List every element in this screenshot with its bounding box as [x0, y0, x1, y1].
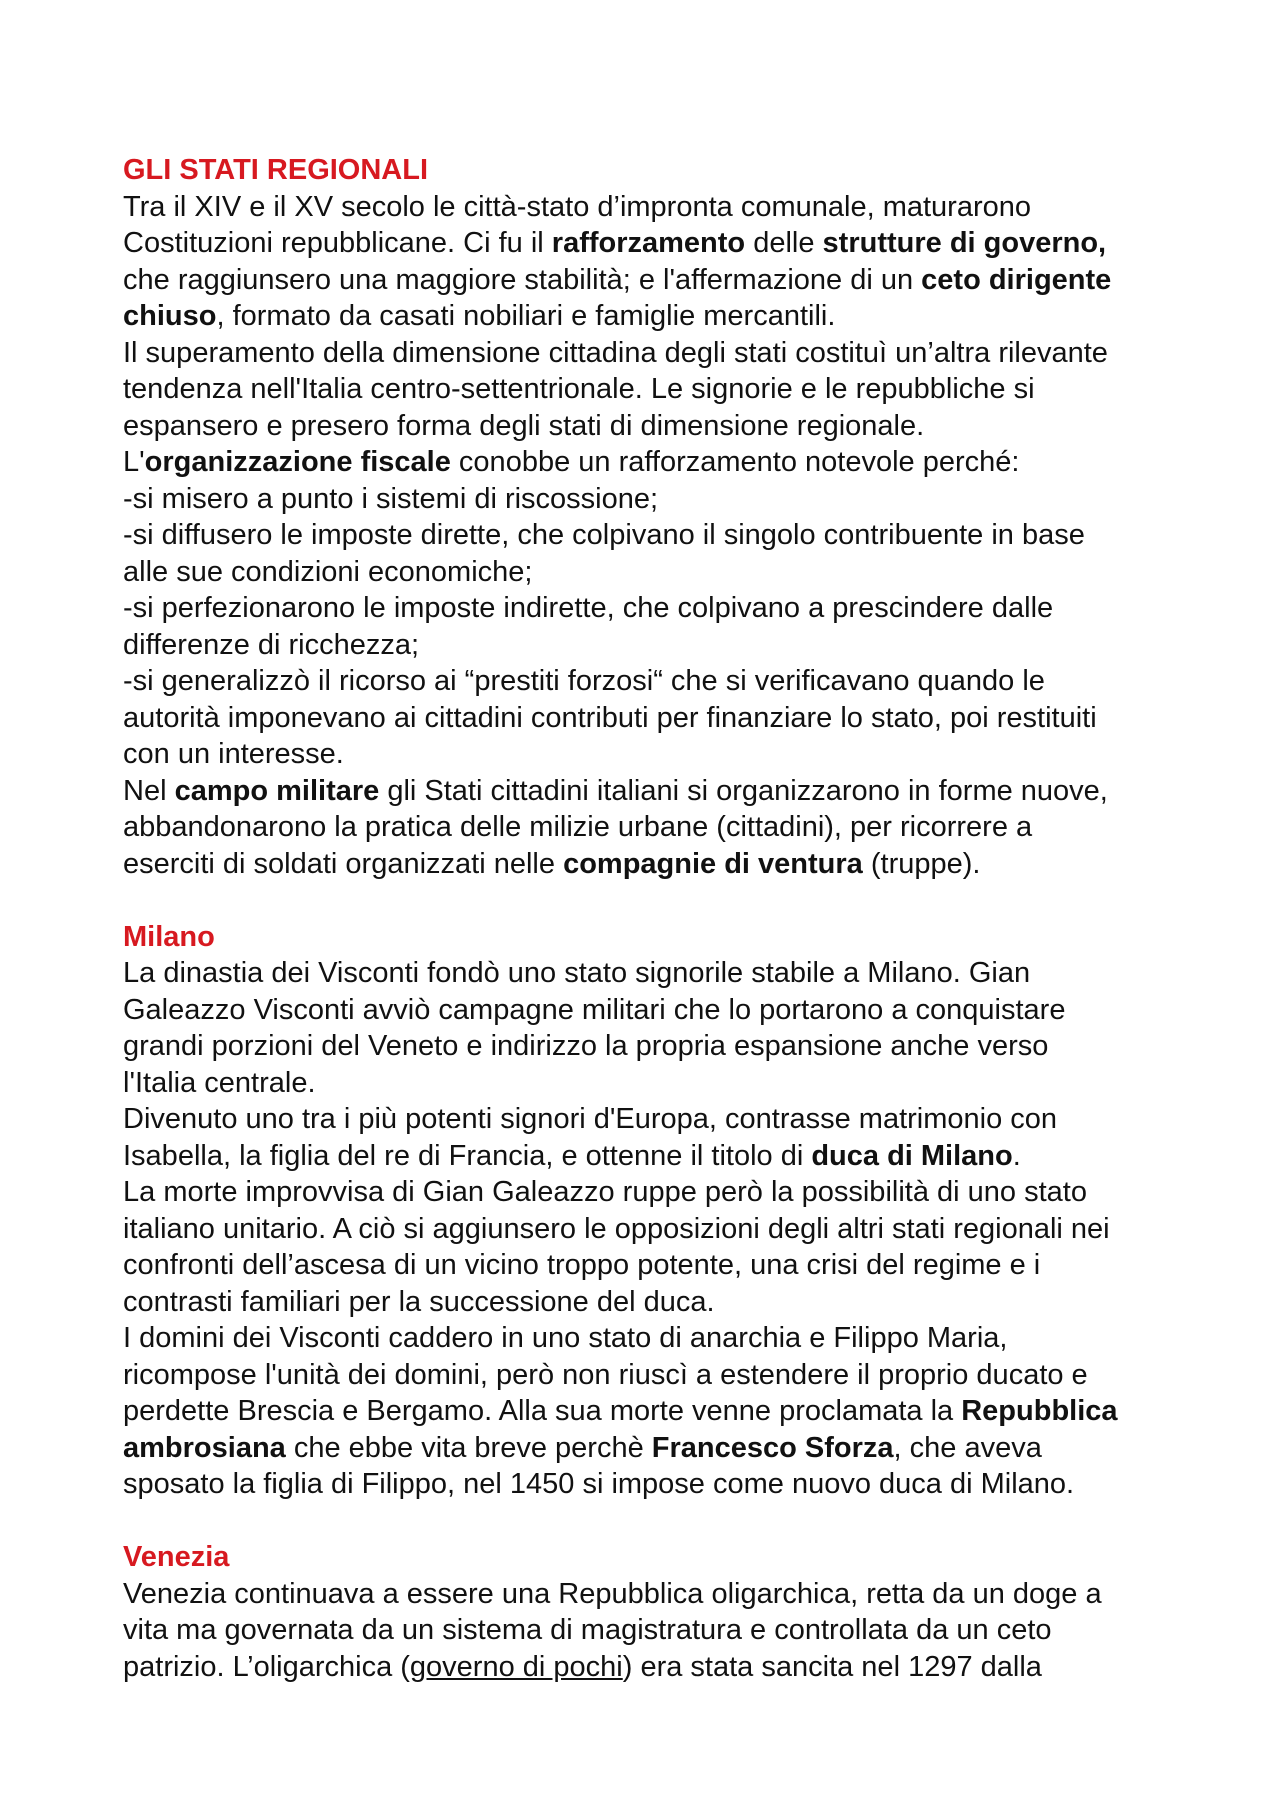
text-run: con un interesse.	[123, 738, 344, 770]
text-line	[123, 1320, 1183, 1357]
text-run: La morte improvvisa di Gian Galeazzo ruppe però la possibilità di uno stato	[123, 1176, 1087, 1208]
text-run: sposato la figlia di Filippo, nel 1450 si impose come nuovo duca di Milano.	[123, 1468, 1075, 1500]
text-run: abbandonarono la pratica delle milizie urbane (cittadini), per ricorrere a	[123, 811, 1033, 843]
text-line	[123, 1028, 1183, 1065]
text-run: alle sue condizioni economiche;	[123, 555, 533, 588]
text-line	[123, 809, 1183, 846]
text-line	[123, 1211, 1183, 1248]
bold-text: ambrosiana	[123, 1431, 286, 1464]
text-run: I domini dei Visconti caddero in uno stato di anarchia e Filippo Maria,	[123, 1322, 1008, 1354]
text-line	[123, 1430, 1183, 1467]
text-run: delle	[745, 227, 823, 259]
section-heading: Venezia	[123, 1541, 230, 1573]
text-line	[123, 1065, 1183, 1102]
section-venezia	[123, 1539, 1183, 1685]
section-milano	[123, 919, 1183, 1503]
text-line	[123, 1174, 1183, 1211]
text-line	[123, 1101, 1183, 1138]
text-line	[123, 1612, 1183, 1649]
text-line	[123, 554, 1183, 591]
text-run: autorità imponevano ai cittadini contributi per finanziare lo stato, poi restituiti	[123, 701, 1097, 734]
text-line	[123, 1466, 1183, 1503]
text-line	[123, 955, 1183, 992]
text-line	[123, 189, 1183, 226]
text-run: conobbe un rafforzamento notevole perché:	[450, 446, 1020, 478]
text-run: gli Stati cittadini italiani si organizzarono in forme nuove,	[379, 774, 1108, 807]
text-run: La dinastia dei Visconti fondò uno stato signorile stabile a Milano. Gian	[123, 957, 1031, 989]
bold-text: ceto dirigente	[921, 263, 1112, 296]
text-run: -si perfezionarono le imposte indirette, che colpivano a prescindere dalle	[123, 592, 1054, 624]
text-run: -si misero a punto i sistemi di riscossione;	[123, 482, 659, 515]
text-line	[123, 1247, 1183, 1284]
text-run: vita ma governata da un sistema di magistratura e controllata da un ceto	[123, 1614, 1052, 1646]
text-line	[123, 992, 1183, 1029]
section-heading: Milano	[123, 920, 215, 953]
text-run: grandi porzioni del Veneto e indirizzo la propria espansione anche verso	[123, 1030, 1049, 1062]
section-stati-regionali	[123, 152, 1183, 882]
text-line	[123, 736, 1183, 773]
text-run: che raggiunsero una maggiore stabilità; e l'affermazione di un	[123, 263, 922, 296]
text-run: contrasti familiari per la successione del duca.	[123, 1285, 715, 1318]
text-run: Isabella, la figlia del re di Francia, e ottenne il titolo di	[123, 1139, 812, 1172]
text-line	[123, 773, 1183, 810]
text-line	[123, 225, 1183, 262]
text-run: che ebbe vita breve perchè	[285, 1431, 652, 1464]
bold-text: rafforzamento	[551, 227, 746, 259]
text-run: -si diffusero le imposte dirette, che colpivano il singolo contribuente in base	[123, 519, 1085, 551]
text-run: Venezia continuava a essere una Repubblica oligarchica, retta da un doge a	[123, 1577, 1102, 1610]
text-run: Divenuto uno tra i più potenti signori d'Europa, contrasse matrimonio con	[123, 1103, 1058, 1135]
text-run: -si generalizzò il ricorso ai “prestiti forzosi“ che si verificavano quando le	[123, 665, 1045, 697]
text-run: Galeazzo Visconti avviò campagne militari che lo portarono a conquistare	[123, 993, 1066, 1026]
text-line	[123, 298, 1183, 335]
text-line	[123, 408, 1183, 445]
text-run: Tra il XIV e il XV secolo le città-stato d’impronta comunale, maturarono	[123, 190, 1031, 223]
text-line	[123, 846, 1183, 883]
text-line	[123, 663, 1183, 700]
text-run: perdette Brescia e Bergamo. Alla sua morte venne proclamata la	[123, 1395, 962, 1427]
text-line	[123, 371, 1183, 408]
text-run: eserciti di soldati organizzati nelle	[123, 847, 564, 880]
text-run: confronti dell’ascesa di un vicino troppo potente, una crisi del regime e i	[123, 1249, 1041, 1281]
bold-text: Francesco Sforza	[651, 1431, 894, 1464]
text-run: Nel	[123, 774, 175, 807]
document-body	[123, 152, 1183, 1685]
text-run: differenze di ricchezza;	[123, 628, 420, 661]
section-paragraph	[123, 189, 1183, 883]
section-spacer	[123, 882, 1183, 919]
text-line	[123, 1393, 1183, 1430]
text-run: italiano unitario. A ciò si aggiunsero le opposizioni degli altri stati regionali nei	[123, 1212, 1110, 1245]
text-run: Il superamento della dimensione cittadina degli stati costituì un’altra rilevante	[123, 336, 1108, 369]
text-run: Costituzioni repubblicane. Ci fu il	[123, 227, 552, 259]
text-line	[123, 700, 1183, 737]
section-paragraph	[123, 1576, 1183, 1686]
text-line	[123, 1357, 1183, 1394]
bold-text: chiuso	[123, 300, 217, 332]
text-run: ricompose l'unità dei domini, però non riuscì a estendere il proprio ducato e	[123, 1358, 1088, 1391]
text-run: patrizio. L’oligarchica (	[123, 1650, 410, 1683]
section-spacer	[123, 1503, 1183, 1540]
text-run: l'Italia centrale.	[123, 1066, 316, 1099]
bold-text: compagnie di ventura	[563, 847, 863, 880]
text-line	[123, 1284, 1183, 1321]
text-line	[123, 1576, 1183, 1613]
text-run: ) era stata sancita nel 1297 dalla	[622, 1650, 1042, 1683]
text-line	[123, 1138, 1183, 1175]
text-line	[123, 517, 1183, 554]
text-line	[123, 262, 1183, 299]
text-run: , formato da casati nobiliari e famiglie mercantili.	[216, 300, 836, 332]
text-run: , che aveva	[893, 1431, 1042, 1464]
section-paragraph	[123, 955, 1183, 1503]
text-run: .	[1012, 1139, 1021, 1172]
text-line	[123, 1649, 1183, 1686]
bold-text: Repubblica	[961, 1395, 1118, 1427]
text-line	[123, 444, 1183, 481]
text-run: tendenza nell'Italia centro-settentrionale. Le signorie e le repubbliche si	[123, 373, 1035, 405]
text-line	[123, 590, 1183, 627]
bold-text: strutture di governo,	[822, 227, 1107, 259]
text-run: L'	[123, 446, 145, 478]
text-run: (truppe).	[862, 847, 981, 880]
text-line	[123, 627, 1183, 664]
underlined-text: governo di pochi	[409, 1650, 623, 1683]
section-heading: GLI STATI REGIONALI	[123, 154, 429, 186]
text-run: espansero e presero forma degli stati di dimensione regionale.	[123, 409, 925, 442]
text-line	[123, 335, 1183, 372]
bold-text: campo militare	[174, 774, 380, 807]
text-line	[123, 481, 1183, 518]
bold-text: duca di Milano	[811, 1139, 1013, 1172]
bold-text: organizzazione fiscale	[144, 446, 451, 478]
